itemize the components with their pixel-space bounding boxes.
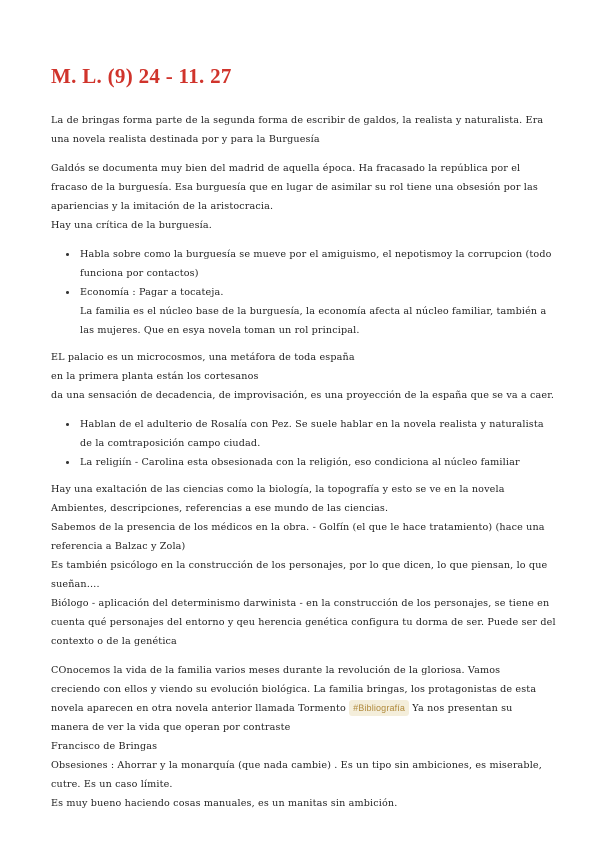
text-line: sueñan…. <box>51 579 100 590</box>
text-line: contexto o de la genética <box>51 636 177 647</box>
text-line: Es muy bueno haciendo cosas manuales, es un manitas sin ambición. <box>51 798 398 809</box>
text-line: EL palacio es un microcosmos, una metáfora de toda españa <box>51 352 355 363</box>
bullet-list-burguesia <box>51 245 560 340</box>
list-item <box>80 245 560 283</box>
text-line: Sabemos de la presencia de los médicos en la obra. - Golfín (el que le hace tratamiento) (hace una <box>51 522 545 533</box>
paragraph-intro <box>51 111 560 149</box>
text-line: referencia a Balzac y Zola) <box>51 541 186 552</box>
paragraph-familia <box>51 661 560 813</box>
text-line: en la primera planta están los cortesanos <box>51 371 259 382</box>
text-line: La familia es el núcleo base de la burguesía, la economía afecta al núcleo familiar, también a <box>80 306 547 317</box>
text-line: una novela realista destinada por y para la Burguesía <box>51 134 320 145</box>
text-line: Economía : Pagar a tocateja. <box>80 287 224 298</box>
text-line: apariencias y la imitación de la aristocracia. <box>51 201 274 212</box>
text-line: Francisco de Bringas <box>51 741 158 752</box>
text-line: COnocemos la vida de la familia varios meses durante la revolución de la gloriosa. Vamos <box>51 665 501 676</box>
list-item <box>80 283 560 340</box>
text-line: de la comtraposición campo ciudad. <box>80 438 261 449</box>
text-line: funciona por contactos) <box>80 268 199 279</box>
text-line: novela aparecen en otra novela anterior llamada Tormento <box>51 703 346 714</box>
text-line: cutre. Es un caso límite. <box>51 779 173 790</box>
text-line: las mujeres. Que en esya novela toman un rol principal. <box>80 325 360 336</box>
text-line: Ambientes, descripciones, referencias a ese mundo de las ciencias. <box>51 503 389 514</box>
text-line: La de bringas forma parte de la segunda forma de escribir de galdos, la realista y naturalista. Era <box>51 115 544 126</box>
text-line: da una sensación de decadencia, de improvisación, es una proyección de la españa que se va a caer. <box>51 390 555 401</box>
text-line: Ya nos presentan su <box>412 703 513 714</box>
text-line: Obsesiones : Ahorrar y la monarquía (que nada cambie) . Es un tipo sin ambiciones, es miserable, <box>51 760 542 771</box>
text-line: Hablan de el adulterio de Rosalía con Pez. Se suele hablar en la novela realista y naturalista <box>80 419 544 430</box>
text-line: manera de ver la vida que operan por contraste <box>51 722 291 733</box>
text-line: Hay una exaltación de las ciencias como la biología, la topografía y esto se ve en la novela <box>51 484 505 495</box>
text-line: Biólogo - aplicación del determinismo darwinista - en la construcción de los personajes, se tiene en <box>51 598 550 609</box>
text-line: fracaso de la burguesía. Esa burguesía que en lugar de asimilar su rol tiene una obsesión por las <box>51 182 538 193</box>
list-item <box>80 415 560 453</box>
list-item <box>80 453 560 472</box>
paragraph-ciencias <box>51 480 560 651</box>
text-line: La religiín - Carolina esta obsesionada con la religión, eso condiciona al núcleo familiar <box>80 457 520 468</box>
bullet-list-temas <box>51 415 560 472</box>
bibliografia-tag[interactable]: #Bibliografía <box>349 700 409 716</box>
paragraph-galdos <box>51 159 560 235</box>
page-title: M. L. (9) 24 - 11. 27 <box>51 64 232 88</box>
paragraph-palacio <box>51 348 560 405</box>
text-line: cuenta qué personajes del entorno y qeu herencia genética configura tu dorma de ser. Puede ser del <box>51 617 556 628</box>
text-line: Hay una crítica de la burguesía. <box>51 220 212 231</box>
text-line: creciendo con ellos y viendo su evolución biológica. La familia bringas, los protagonistas de esta <box>51 684 537 695</box>
text-line: Galdós se documenta muy bien del madrid de aquella época. Ha fracasado la república por el <box>51 163 521 174</box>
text-line: Habla sobre como la burguesía se mueve por el amiguismo, el nepotismoy la corrupcion (todo <box>80 249 552 260</box>
text-line: Es también psicólogo en la construcción de los personajes, por lo que dicen, lo que piensan, lo que <box>51 560 548 571</box>
